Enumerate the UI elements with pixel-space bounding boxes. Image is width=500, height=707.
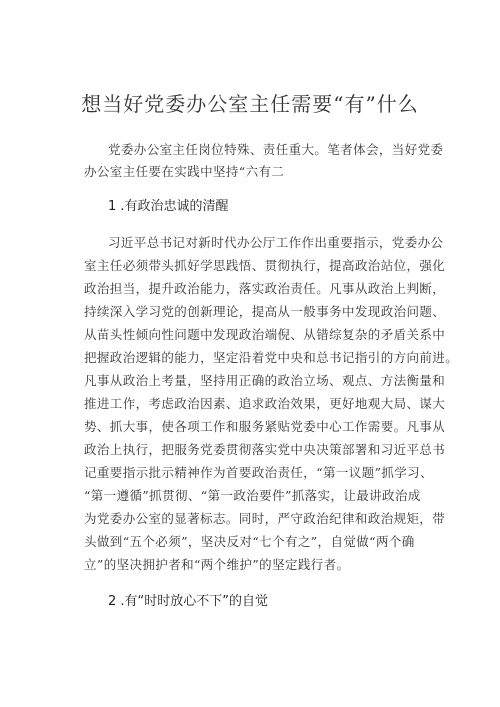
document-title: 想当好党委办公室主任需要“有”什么 xyxy=(81,92,419,116)
intro-line-2: 办公室主任要在实践中坚持“六有二 xyxy=(84,164,285,179)
paragraph-line: 持续深入学习党的创新理论，提高从一般事务中发现政治问题、 xyxy=(84,304,446,319)
paragraph-line: 室主任必须带头抓好学思践悟、贯彻执行，提高政治站位，强化 xyxy=(84,258,446,273)
paragraph-line: 推进工作，考虑政治因素、追求政治效果，更好地观大局、谋大 xyxy=(84,396,446,411)
paragraph-line: 政治上执行，把服务党委贯彻落实党中央决策部署和习近平总书 xyxy=(84,442,446,457)
intro-line-1: 党委办公室主任岗位特殊、责任重大。笔者体会，当好党委 xyxy=(108,142,444,157)
paragraph-line: 把握政治逻辑的能力，坚定沿着党中央和总书记指引的方向前进。 xyxy=(84,350,459,365)
section-2-heading: 2 .有“时时放心不下”的自觉 xyxy=(108,594,269,609)
paragraph-line: “第一遵循”抓贯彻、“第一政治要件”抓落实，让最讲政治成 xyxy=(84,488,421,503)
paragraph-line: 记重要指示批示精神作为首要政治责任，“第一议题”抓学习、 xyxy=(84,465,433,480)
paragraph-line: 凡事从政治上考量，坚持用正确的政治立场、观点、方法衡量和 xyxy=(84,373,446,388)
paragraph-line: 头做到“五个必须”，坚决反对“七个有之”，自觉做“两个确 xyxy=(84,534,415,549)
section-1-heading: 1 .有政治忠诚的清醒 xyxy=(108,199,229,214)
paragraph-line: 习近平总书记对新时代办公厅工作作出重要指示，党委办公 xyxy=(108,235,444,250)
paragraph-line: 为党委办公室的显著标志。同时，严守政治纪律和政治规矩，带 xyxy=(84,511,446,526)
paragraph-line: 从苗头性倾向性问题中发现政治端倪、从错综复杂的矛盾关系中 xyxy=(84,327,446,342)
paragraph-line: 势、抓大事，使各项工作和服务紧贴党委中心工作需要。凡事从 xyxy=(84,419,446,434)
paragraph-line: 政治担当，提升政治能力，落实政治责任。凡事从政治上判断， xyxy=(84,281,446,296)
paragraph-line: 立”的坚决拥护者和“两个维护”的坚定践行者。 xyxy=(84,557,350,572)
